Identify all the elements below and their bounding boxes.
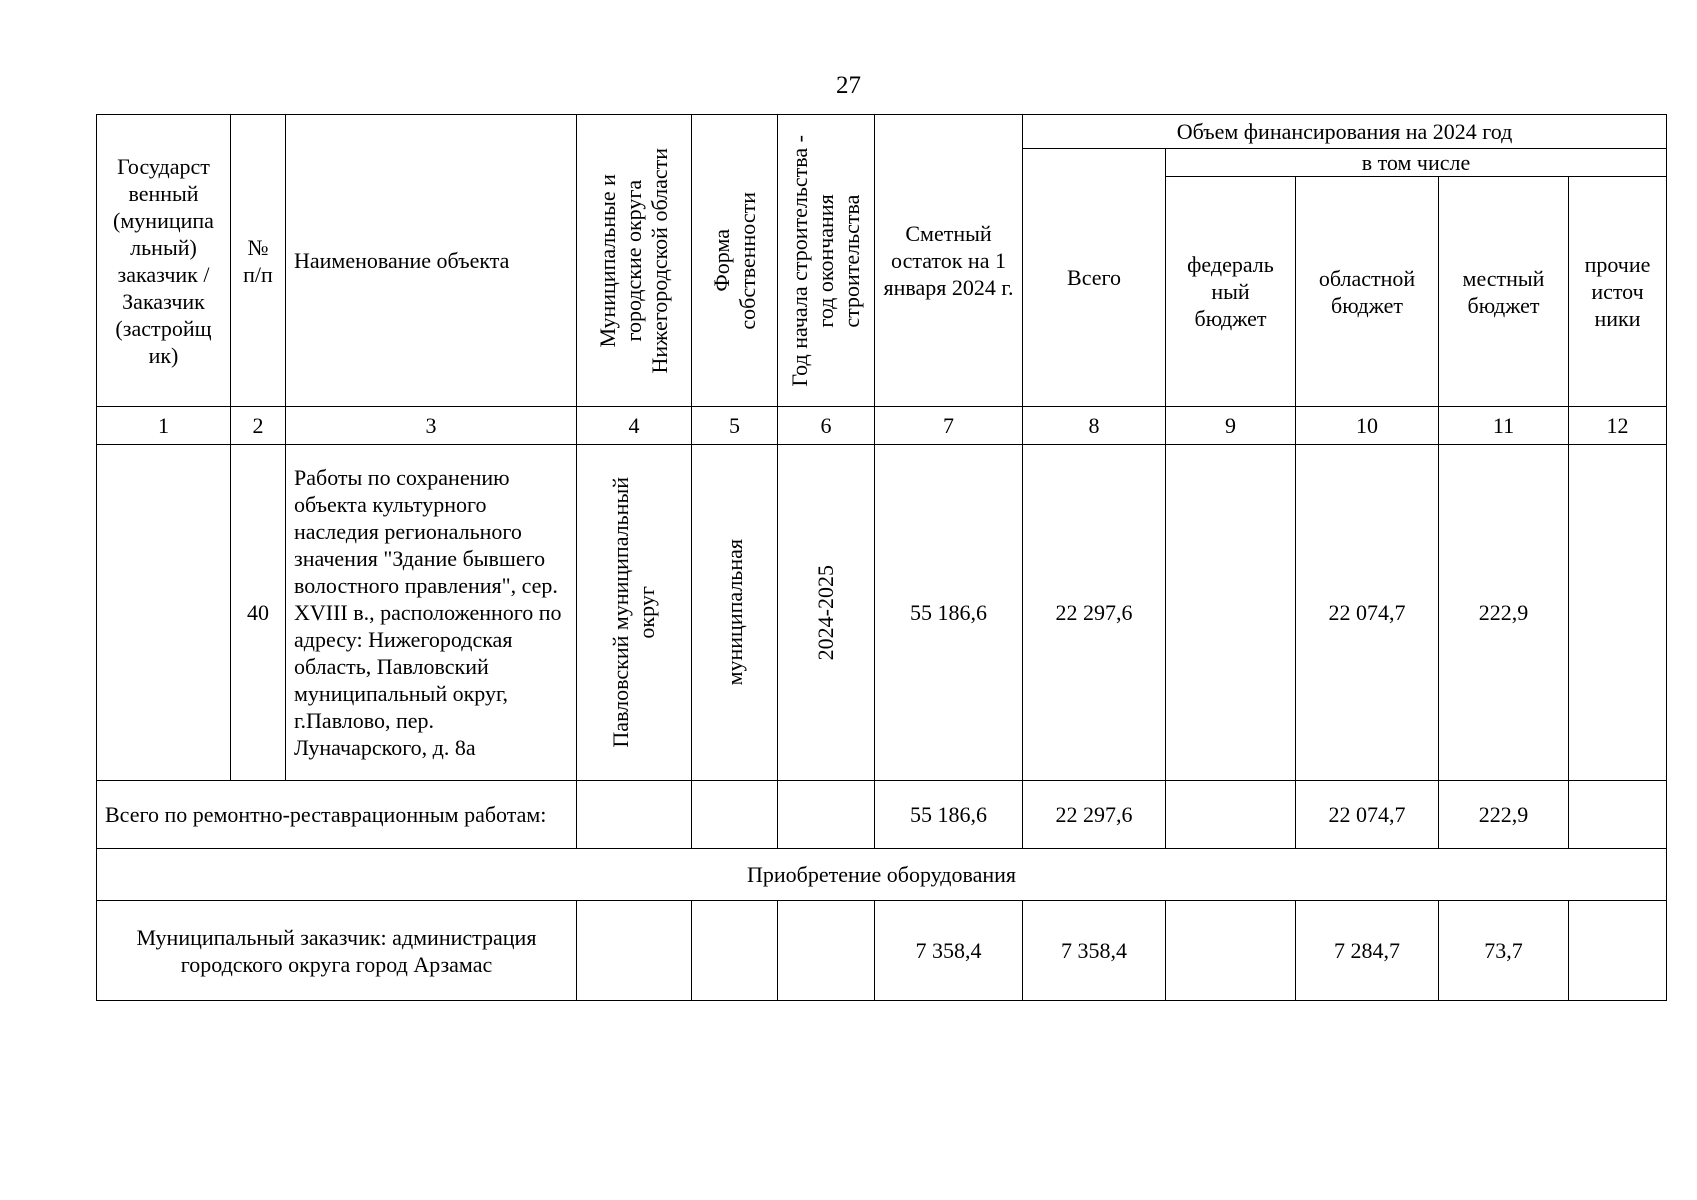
row-customer [97,445,231,781]
header-municipal-districts [577,115,692,407]
header-other-sources: прочие источ ники [1569,177,1667,407]
column-numbers-row [97,407,1667,445]
column-number: 3 [286,407,577,445]
header-municipal-districts-line: Муниципальные и [595,173,620,348]
header-local-budget: местный бюджет [1439,177,1569,407]
header-construction-years-line: строительства [839,193,864,328]
header-municipal-districts-line: городские округа [621,179,646,342]
table-row [97,445,1667,781]
subtotal-balance: 55 186,6 [875,781,1023,849]
section-equipment-row [97,849,1667,901]
column-number: 4 [577,407,692,445]
column-number: 1 [97,407,231,445]
row-object-name: Работы по сохранению объекта культурного наследия регионального значения "Здание бывшего волостного правления", сер. XVIII в., расположенного по адресу: Нижегородская область, Павловский муниципальный округ, г.Павлово, пер. Луначарского, д. 8а [286,445,577,781]
customer-row [97,901,1667,1001]
customer-balance: 7 358,4 [875,901,1023,1001]
subtotal-local: 222,9 [1439,781,1569,849]
customer-label: Муниципальный заказчик: администрация городского округа город Арзамас [97,901,577,1001]
row-balance: 55 186,6 [875,445,1023,781]
header-including: в том числе [1166,149,1667,177]
row-years-text: 2024-2025 [813,564,838,661]
subtotal-total: 22 297,6 [1023,781,1166,849]
header-customer: Государст венный (муниципа льный) заказчик / Заказчик (застройщ ик) [97,115,231,407]
column-number: 12 [1569,407,1667,445]
header-estimated-balance: Сметный остаток на 1 января 2024 г. [875,115,1023,407]
column-number: 9 [1166,407,1296,445]
customer-other [1569,901,1667,1001]
column-number: 8 [1023,407,1166,445]
row-years [778,445,875,781]
row-district-line: округ [634,586,659,639]
row-number: 40 [231,445,286,781]
column-number: 2 [231,407,286,445]
subtotal-label: Всего по ремонтно-реставрационным работам: [97,781,577,849]
customer-empty [692,901,778,1001]
row-regional: 22 074,7 [1296,445,1439,781]
header-row-1 [97,115,1667,149]
row-other [1569,445,1667,781]
financing-table [96,114,1667,1001]
header-ownership-line: Форма [708,229,734,292]
subtotal-other [1569,781,1667,849]
row-federal [1166,445,1296,781]
column-number: 7 [875,407,1023,445]
header-funding-2024: Объем финансирования на 2024 год [1023,115,1667,149]
subtotal-empty [577,781,692,849]
header-total: Всего [1023,149,1166,407]
header-ownership [692,115,778,407]
header-construction-years-line: Год начала строительства - [787,134,812,387]
customer-empty [778,901,875,1001]
header-federal-budget: федераль ный бюджет [1166,177,1296,407]
column-number: 6 [778,407,875,445]
column-number: 10 [1296,407,1439,445]
row-total: 22 297,6 [1023,445,1166,781]
subtotal-row [97,781,1667,849]
subtotal-regional: 22 074,7 [1296,781,1439,849]
row-district [577,445,692,781]
row-ownership-text: муниципальная [721,539,747,686]
header-number: № п/п [231,115,286,407]
subtotal-empty [778,781,875,849]
header-municipal-districts-line: Нижегородской области [647,147,672,374]
header-object-name: Наименование объекта [286,115,577,407]
header-ownership-line: собственности [734,191,760,330]
customer-regional: 7 284,7 [1296,901,1439,1001]
subtotal-empty [692,781,778,849]
row-district-line: Павловский муниципальный [608,477,633,748]
header-construction-years [778,115,875,407]
header-construction-years-line: год окончания [813,193,838,328]
customer-local: 73,7 [1439,901,1569,1001]
header-regional-budget: областной бюджет [1296,177,1439,407]
page-number: 27 [836,72,861,99]
row-ownership [692,445,778,781]
section-equipment-title: Приобретение оборудования [97,849,1667,901]
row-local: 222,9 [1439,445,1569,781]
subtotal-federal [1166,781,1296,849]
column-number: 11 [1439,407,1569,445]
customer-total: 7 358,4 [1023,901,1166,1001]
customer-federal [1166,901,1296,1001]
column-number: 5 [692,407,778,445]
customer-empty [577,901,692,1001]
